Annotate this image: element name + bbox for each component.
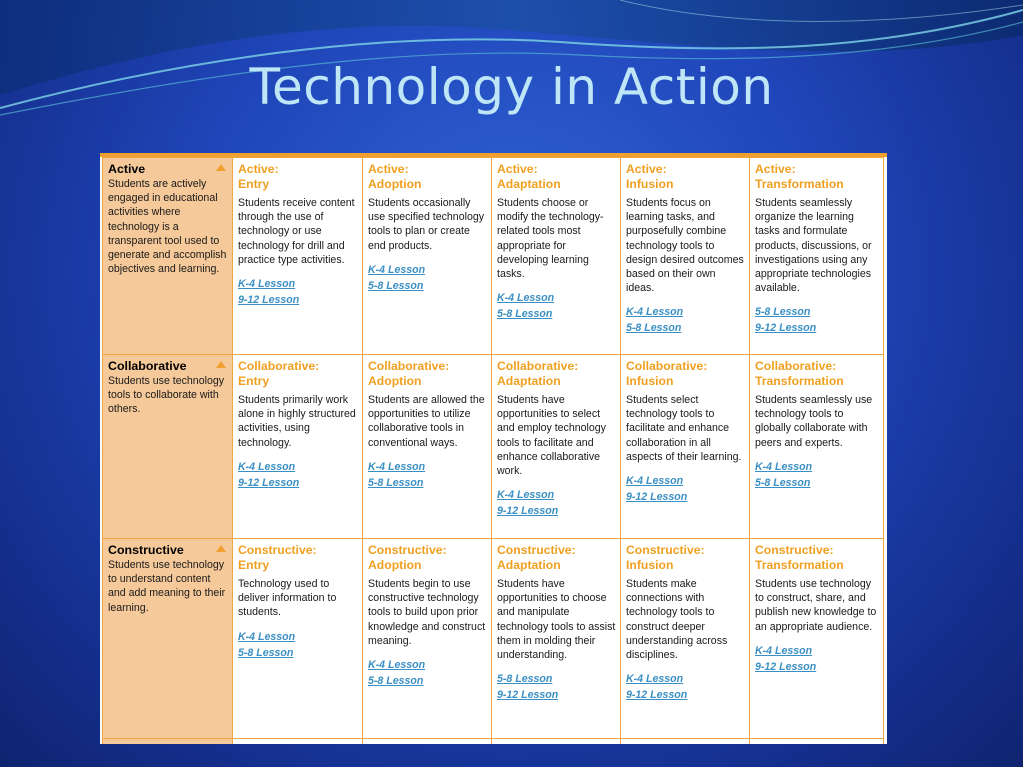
cell-title-line: Collaborative: [497,359,579,373]
cell-title-line: Active: [755,162,796,176]
cell-collaborative-entry [233,355,363,539]
cell-constructive-infusion [621,539,750,739]
cell-description: Students occasionally use specified technology tools to plan or create end products. [368,197,485,252]
collapse-arrow-icon[interactable] [216,545,226,552]
cell-description: Students have opportunities to choose and manipulate technology tools to assist them in molding their understanding. [497,578,616,662]
lesson-link[interactable]: 5-8 Lesson [497,308,553,321]
cell-collaborative-adoption [363,355,492,539]
lesson-links [626,304,745,336]
cell-constructive-transformation [750,539,884,739]
lesson-link[interactable]: 9-12 Lesson [755,660,817,673]
cell-description: Students seamlessly use technology tools to globally collaborate with peers and experts. [755,394,873,449]
matrix-row-partial [103,739,884,745]
cell-constructive-adaptation [492,539,621,739]
lesson-links [497,487,616,519]
collapse-arrow-icon[interactable] [216,164,226,171]
lesson-link[interactable]: 9-12 Lesson [497,505,559,518]
cell-active-entry [233,158,363,355]
cell-title-line: Collaborative: [755,359,837,373]
lesson-link[interactable]: K-4 Lesson [368,460,426,473]
cell-active-infusion [621,158,750,355]
cell-description: Students make connections with technology tools to construct deeper understanding across disciplines. [626,578,728,662]
cell-description: Students focus on learning tasks, and purposefully combine technology tools to design desired outcomes based on their own ideas. [626,197,744,295]
lesson-link[interactable]: 5-8 Lesson [755,306,811,319]
partial-cell [103,739,233,745]
lesson-link[interactable]: 5-8 Lesson [368,476,424,489]
lesson-link[interactable]: K-4 Lesson [238,278,296,291]
lesson-link[interactable]: 9-12 Lesson [497,689,559,702]
cell-collaborative-transformation [750,355,884,539]
lesson-link[interactable]: 5-8 Lesson [497,673,553,686]
lesson-link[interactable]: 9-12 Lesson [626,491,688,504]
cell-title-line: Entry [238,373,270,388]
lesson-link[interactable]: K-4 Lesson [755,644,813,657]
cell-title-line: Entry [238,176,270,191]
cell-collaborative-infusion [621,355,750,539]
cell-title-line: Collaborative: [368,359,450,373]
cell-description: Students choose or modify the technology-related tools most appropriate for developing learning tasks. [497,197,604,281]
cell-description: Students have opportunities to select and employ technology tools to facilitate and enhance collaborative work. [497,394,606,478]
partial-cell [621,739,750,745]
lesson-link[interactable]: K-4 Lesson [626,475,684,488]
lesson-links [238,276,358,308]
cell-active-adoption [363,158,492,355]
lesson-link[interactable]: K-4 Lesson [497,292,555,305]
lesson-link[interactable]: K-4 Lesson [626,673,684,686]
lesson-link[interactable]: 5-8 Lesson [238,646,294,659]
lesson-link[interactable]: K-4 Lesson [497,489,555,502]
lesson-link[interactable]: 9-12 Lesson [755,322,817,335]
cell-constructive-entry [233,539,363,739]
row-header-active [103,158,233,355]
cell-description: Students use technology to construct, share, and publish new knowledge to an appropriate audience. [755,578,877,633]
cell-title-line: Constructive: [368,543,447,557]
cell-constructive-adoption [363,539,492,739]
cell-title-line: Infusion [626,176,674,191]
lesson-links [626,671,745,703]
lesson-links [626,473,745,505]
lesson-link[interactable]: 5-8 Lesson [626,322,682,335]
cell-description: Students seamlessly organize the learning tasks and formulate products, discussions, or investigations using any appropriate technologies available. [755,197,872,295]
row-header-constructive [103,539,233,739]
cell-title-line: Transformation [755,373,844,388]
cell-title-line: Constructive: [238,543,317,557]
partial-cell [233,739,363,745]
cell-title-line: Active: [368,162,409,176]
lesson-link[interactable]: K-4 Lesson [368,659,426,672]
lesson-links [755,643,879,675]
slide-title: Technology in Action [249,58,774,116]
cell-description: Students receive content through the use of technology or use technology for drill and practice type activities. [238,197,355,266]
cell-title-line: Constructive: [497,543,576,557]
lesson-links [238,629,358,661]
row-description: Students use technology to understand content and add meaning to their learning. [108,559,226,614]
cell-title-line: Adaptation [497,373,561,388]
technology-matrix [100,153,887,744]
lesson-link[interactable]: 9-12 Lesson [626,689,688,702]
lesson-link[interactable]: K-4 Lesson [238,460,296,473]
matrix-row [103,158,884,355]
cell-description: Students are allowed the opportunities to utilize collaborative tools in conventional ways. [368,394,485,449]
lesson-link[interactable]: 9-12 Lesson [238,476,300,489]
cell-title-line: Entry [238,557,270,572]
cell-title-line: Adaptation [497,176,561,191]
matrix-row [103,539,884,739]
partial-cell [363,739,492,745]
lesson-links [755,459,879,491]
cell-title-line: Adaptation [497,557,561,572]
lesson-links [755,304,879,336]
matrix-table [102,157,884,744]
cell-collaborative-adaptation [492,355,621,539]
lesson-link[interactable]: 5-8 Lesson [368,675,424,688]
cell-description: Technology used to deliver information to students. [238,578,337,619]
lesson-links [497,671,616,703]
row-description: Students use technology tools to collaborate with others. [108,375,225,416]
lesson-link[interactable]: K-4 Lesson [626,306,684,319]
cell-active-transformation [750,158,884,355]
cell-title-line: Adoption [368,373,422,388]
cell-title-line: Collaborative: [626,359,708,373]
row-header-collaborative [103,355,233,539]
lesson-link[interactable]: K-4 Lesson [755,460,813,473]
cell-title-line: Collaborative: [238,359,320,373]
cell-title-line: Transformation [755,176,844,191]
row-description: Students are actively engaged in educational activities where technology is a transparent tool used to generate and accomplish objectives and learning. [108,178,227,276]
partial-cell [750,739,884,745]
cell-title-line: Adoption [368,176,422,191]
cell-description: Students begin to use constructive technology tools to build upon prior knowledge and construct meaning. [368,578,486,647]
lesson-links [497,290,616,322]
lesson-link[interactable]: 9-12 Lesson [238,294,300,307]
cell-title-line: Active: [497,162,538,176]
cell-title-line: Adoption [368,557,422,572]
lesson-link[interactable]: K-4 Lesson [238,630,296,643]
row-title: Constructive [108,543,184,557]
lesson-links [238,459,358,491]
cell-title-line: Infusion [626,373,674,388]
cell-title-line: Transformation [755,557,844,572]
lesson-links [368,459,487,491]
collapse-arrow-icon[interactable] [216,361,226,368]
matrix-row [103,355,884,539]
cell-description: Students select technology tools to facilitate and enhance collaboration in all aspects of their learning. [626,394,742,463]
cell-description: Students primarily work alone in highly structured activities, using technology. [238,394,356,449]
lesson-links [368,657,487,689]
row-title: Active [108,162,146,176]
partial-cell [492,739,621,745]
cell-active-adaptation [492,158,621,355]
cell-title-line: Infusion [626,557,674,572]
cell-title-line: Constructive: [755,543,834,557]
lesson-links [368,262,487,294]
lesson-link[interactable]: K-4 Lesson [368,263,426,276]
lesson-link[interactable]: 5-8 Lesson [368,279,424,292]
row-title: Collaborative [108,359,187,373]
cell-title-line: Active: [626,162,667,176]
lesson-link[interactable]: 5-8 Lesson [755,476,811,489]
cell-title-line: Constructive: [626,543,705,557]
cell-title-line: Active: [238,162,279,176]
